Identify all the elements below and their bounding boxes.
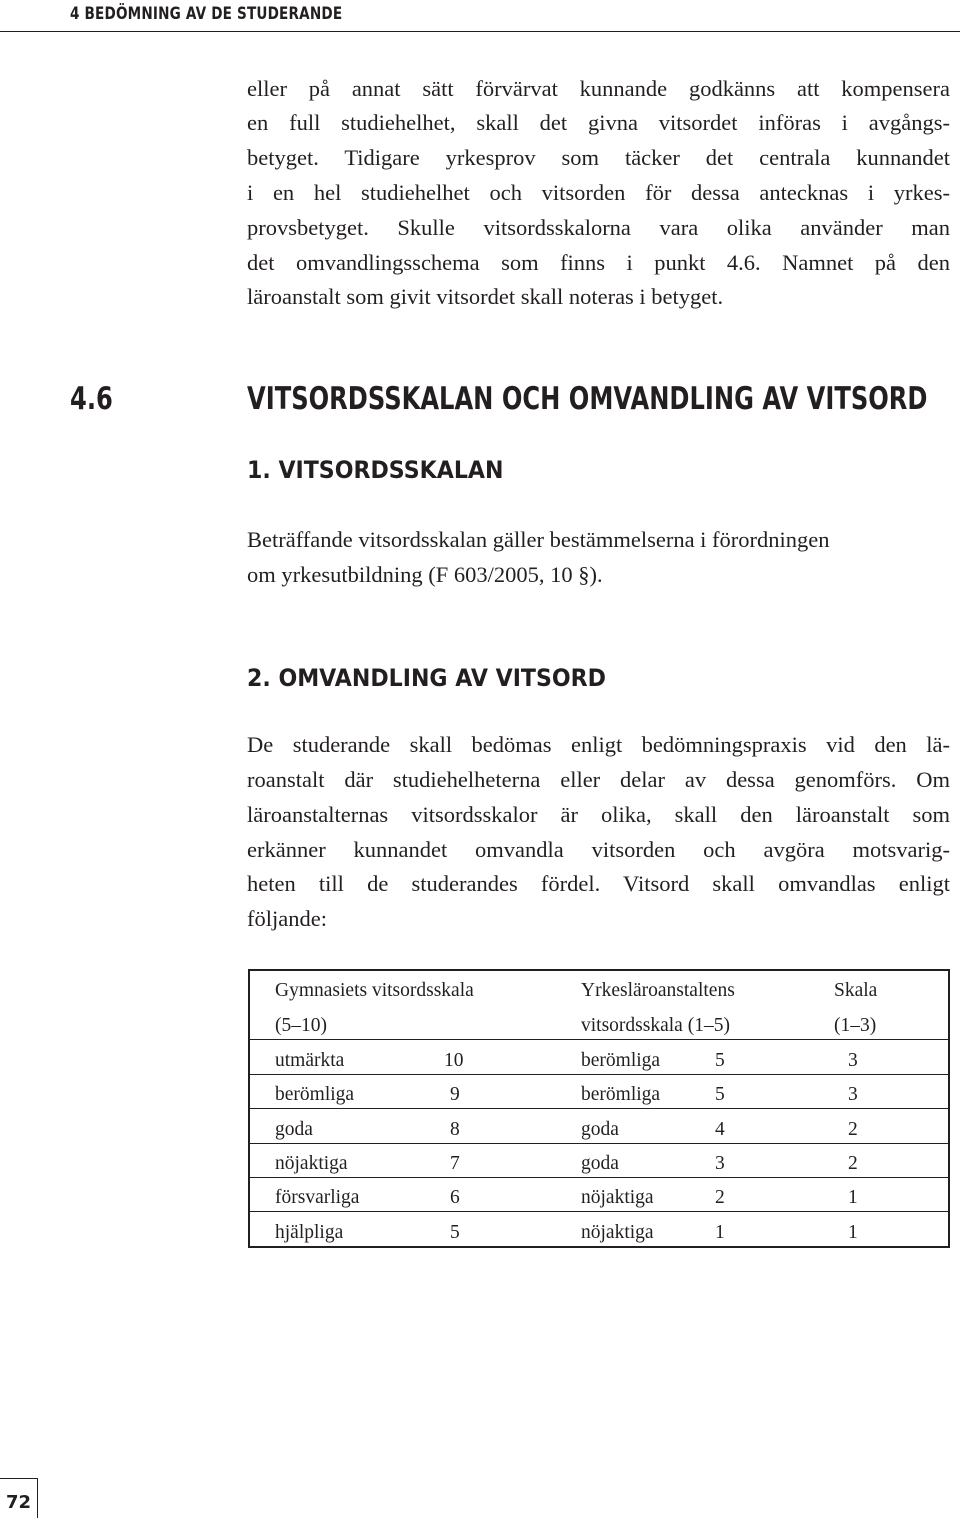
table-cell: 1 [715,1222,725,1243]
table-cell: berömliga [581,1084,661,1105]
paragraph-line: heten till de studerandes fördel. Vitsord skall omvandlas enligt [247,871,950,896]
table-cell: nöjaktiga [581,1222,654,1243]
table-cell: 2 [848,1153,858,1174]
table-cell: nöjaktiga [581,1187,654,1208]
table-cell: 1 [848,1187,858,1208]
running-header-title: 4 BEDÖMNING AV DE STUDERANDE [70,4,343,24]
table-cell: 7 [450,1153,460,1174]
table-cell: utmärkta [275,1050,345,1071]
paragraph-line: Beträffande vitsordsskalan gäller bestämmelserna i förordningen [247,527,830,552]
table-row-rule [250,1143,948,1144]
paragraph-line: om yrkesutbildning (F 603/2005, 10 §). [247,562,603,587]
running-header [0,0,960,32]
paragraph-line: läroanstalternas vitsordsskalor är olika, skall den läroanstalt som [247,802,950,827]
page-number-box [0,1478,38,1518]
grade-conversion-table [248,969,950,1248]
page-number: 72 [6,1492,32,1513]
paragraph-line: erkänner kunnandet omvandla vitsorden och avgöra motsvarig- [247,837,950,862]
paragraph-line: roanstalt där studiehelheterna eller delar av dessa genomförs. Om [247,767,950,792]
table-cell: goda [275,1119,313,1140]
table-row-rule [250,1039,948,1040]
table-row-rule [250,1177,948,1178]
table-cell: 2 [715,1187,725,1208]
table-header-cell: (5–10) [275,1015,327,1036]
table-cell: nöjaktiga [275,1153,348,1174]
table-cell: försvarliga [275,1187,360,1208]
table-cell: 4 [715,1119,725,1140]
table-cell: berömliga [581,1050,661,1071]
table-row-rule [250,1211,948,1212]
table-cell: 1 [848,1222,858,1243]
paragraph-line: De studerande skall bedömas enligt bedömningspraxis vid den lä- [247,732,950,757]
table-cell: 3 [715,1153,725,1174]
table-row-rule [250,1074,948,1075]
table-header-cell: Yrkesläroanstaltens [581,980,735,1001]
table-cell: goda [581,1119,619,1140]
paragraph-line: läroanstalt som givit vitsordet skall noteras i betyget. [247,284,724,309]
table-cell: 6 [450,1187,460,1208]
paragraph-line: i en hel studiehelhet och vitsorden för dessa antecknas i yrkes- [247,180,950,205]
paragraph-line: det omvandlingsschema som finns i punkt 4.6. Namnet på den [247,250,950,275]
table-cell: 9 [450,1084,460,1105]
table-cell: 2 [848,1119,858,1140]
table-cell: berömliga [275,1084,355,1105]
table-cell: 3 [848,1050,858,1071]
subsection-heading: 1. VITSORDSSKALAN [247,456,504,484]
table-header-cell: Skala [834,980,878,1001]
table-cell: 5 [450,1222,460,1243]
table-header-cell: Gymnasiets vitsordsskala [275,980,474,1001]
section-number: 4.6 [70,381,113,417]
paragraph-line: eller på annat sätt förvärvat kunnande godkänns att kompensera [247,76,950,101]
subsection-heading: 2. OMVANDLING AV VITSORD [247,664,606,692]
table-header-cell: vitsordsskala (1–5) [581,1015,730,1036]
table-cell: goda [581,1153,619,1174]
table-cell: 10 [444,1050,464,1071]
section-title: VITSORDSSKALAN OCH OMVANDLING AV VITSORD [247,381,928,417]
paragraph-line: en full studiehelhet, skall det givna vitsordet införas i avgångs- [247,110,950,135]
table-cell: 3 [848,1084,858,1105]
paragraph-line: provsbetyget. Skulle vitsordsskalorna vara olika använder man [247,215,950,240]
table-cell: hjälpliga [275,1222,344,1243]
table-cell: 5 [715,1050,725,1071]
table-header-cell: (1–3) [834,1015,877,1036]
paragraph-line: betyget. Tidigare yrkesprov som täcker det centrala kunnandet [247,145,950,170]
table-cell: 8 [450,1119,460,1140]
paragraph-line: följande: [247,906,327,931]
table-cell: 5 [715,1084,725,1105]
table-row-rule [250,1108,948,1109]
